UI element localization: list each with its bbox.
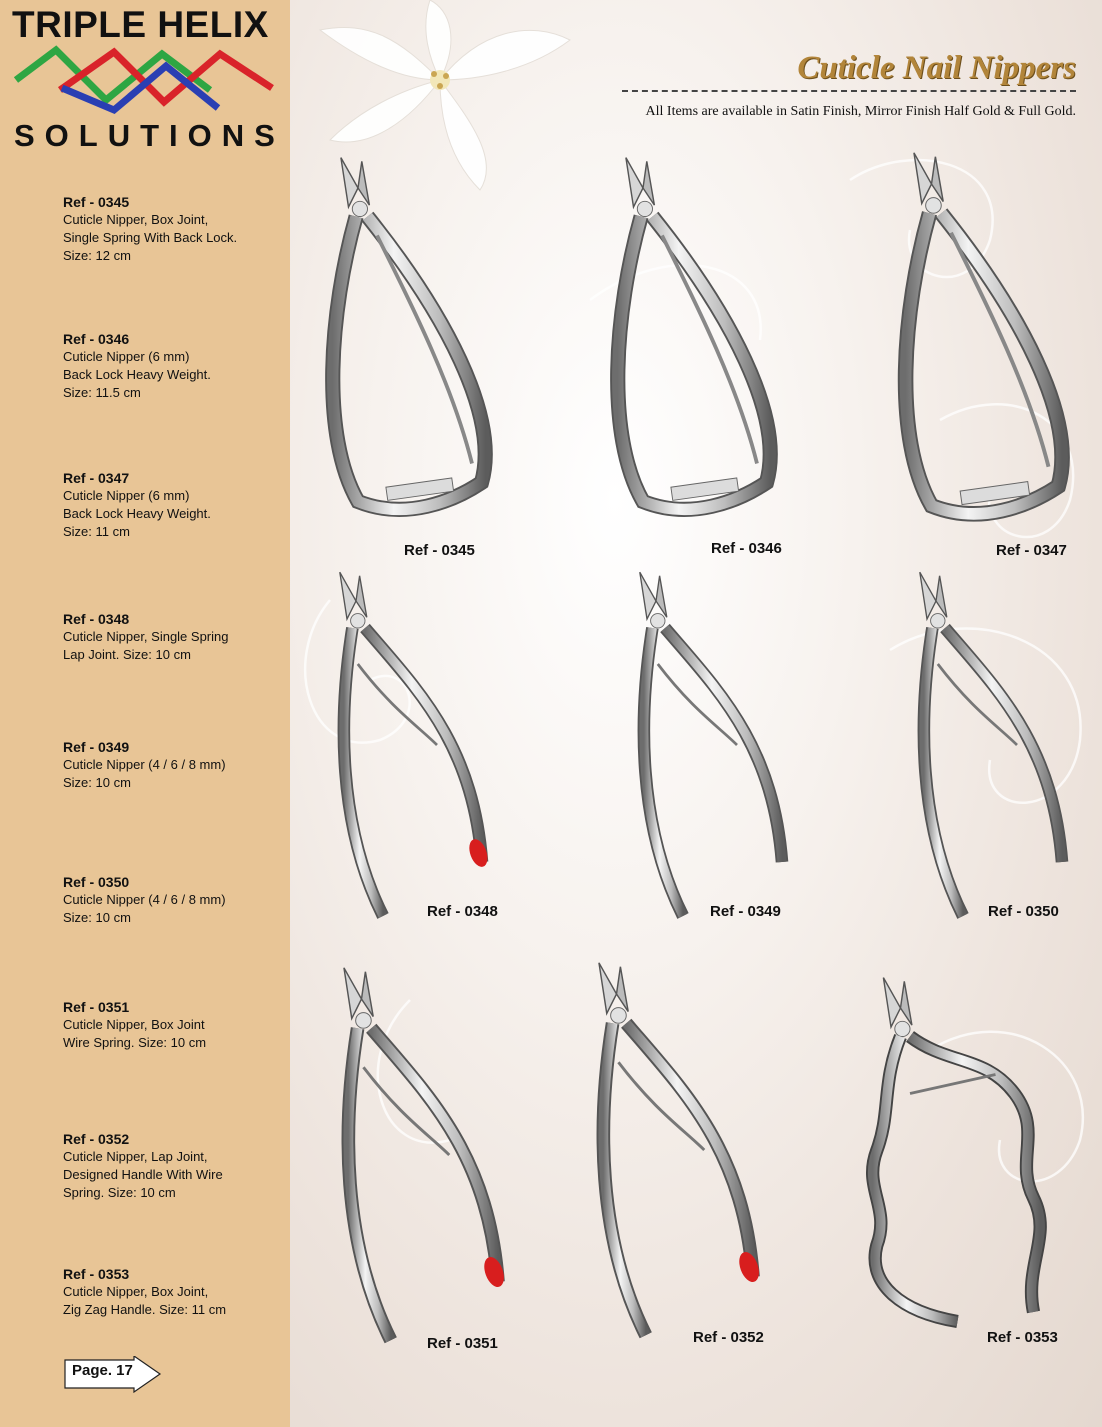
nipper-image-icon — [890, 565, 1090, 925]
nipper-image-icon — [605, 145, 795, 535]
spec-line: Cuticle Nipper, Box Joint, — [63, 1284, 209, 1299]
spec-ref: Ref - 0353 — [63, 1266, 130, 1282]
spec-line: Back Lock Heavy Weight. — [63, 367, 211, 382]
spec-line: Cuticle Nipper (4 / 6 / 8 mm) — [63, 892, 226, 907]
spec-item — [63, 738, 283, 792]
spec-line: Designed Handle With Wire — [63, 1167, 223, 1182]
product-ref-label: Ref - 0348 — [427, 903, 498, 920]
nipper-image-icon — [310, 960, 530, 1350]
spec-ref: Ref - 0348 — [63, 611, 130, 627]
spec-line: Lap Joint. Size: 10 cm — [63, 647, 191, 662]
spec-line: Size: 10 cm — [63, 775, 131, 790]
spec-line: Cuticle Nipper, Lap Joint, — [63, 1149, 208, 1164]
spec-line: Single Spring With Back Lock. — [63, 230, 238, 245]
spec-ref: Ref - 0345 — [63, 194, 130, 210]
product-ref-label: Ref - 0347 — [996, 542, 1067, 559]
spec-item — [63, 610, 283, 664]
nipper-image-icon — [835, 970, 1080, 1350]
spec-line: Cuticle Nipper, Box Joint, — [63, 212, 209, 227]
nipper-image-icon — [320, 145, 510, 535]
spec-line: Back Lock Heavy Weight. — [63, 506, 211, 521]
product-ref-label: Ref - 0346 — [711, 540, 782, 557]
spec-ref: Ref - 0351 — [63, 999, 130, 1015]
nipper-image-icon — [310, 565, 510, 925]
spec-line: Cuticle Nipper (4 / 6 / 8 mm) — [63, 757, 226, 772]
nipper-image-icon — [600, 565, 820, 925]
spec-ref: Ref - 0349 — [63, 739, 130, 755]
product-ref-label: Ref - 0351 — [427, 1335, 498, 1352]
spec-ref: Ref - 0346 — [63, 331, 130, 347]
spec-ref: Ref - 0350 — [63, 874, 130, 890]
spec-line: Cuticle Nipper (6 mm) — [63, 488, 190, 503]
spec-item — [63, 330, 283, 402]
spec-line: Cuticle Nipper (6 mm) — [63, 349, 190, 364]
logo-helix-icon — [14, 44, 276, 116]
spec-ref: Ref - 0347 — [63, 470, 130, 486]
sidebar — [0, 0, 290, 1427]
spec-item — [63, 998, 283, 1052]
page-title: Cuticle Nail Nippers — [797, 50, 1076, 86]
spec-line: Wire Spring. Size: 10 cm — [63, 1035, 207, 1050]
product-ref-label: Ref - 0352 — [693, 1329, 764, 1346]
spec-item — [63, 1130, 283, 1202]
spec-item — [63, 1265, 283, 1319]
product-ref-label: Ref - 0345 — [404, 542, 475, 559]
logo-bottom-text: SOLUTIONS — [14, 118, 285, 153]
nipper-image-icon — [890, 145, 1090, 535]
nipper-image-icon — [565, 955, 785, 1345]
product-ref-label: Ref - 0350 — [988, 903, 1059, 920]
spec-line: Cuticle Nipper, Box Joint — [63, 1017, 205, 1032]
spec-line: Cuticle Nipper, Single Spring — [63, 629, 229, 644]
spec-item — [63, 193, 283, 265]
spec-line: Size: 11.5 cm — [63, 385, 141, 400]
product-ref-label: Ref - 0349 — [710, 903, 781, 920]
spec-line: Size: 10 cm — [63, 910, 131, 925]
spec-line: Size: 12 cm — [63, 248, 131, 263]
page-subtitle: All Items are available in Satin Finish, Mirror Finish Half Gold & Full Gold. — [645, 104, 1076, 119]
spec-item — [63, 873, 283, 927]
spec-line: Size: 11 cm — [63, 524, 130, 539]
page-number: Page. 17 — [72, 1362, 133, 1379]
spec-line: Zig Zag Handle. Size: 11 cm — [63, 1302, 227, 1317]
logo-top-text: TRIPLE HELIX — [12, 4, 269, 45]
spec-item — [63, 469, 283, 541]
title-divider — [622, 90, 1076, 92]
spec-line: Spring. Size: 10 cm — [63, 1185, 176, 1200]
product-ref-label: Ref - 0353 — [987, 1329, 1058, 1346]
spec-ref: Ref - 0352 — [63, 1131, 130, 1147]
